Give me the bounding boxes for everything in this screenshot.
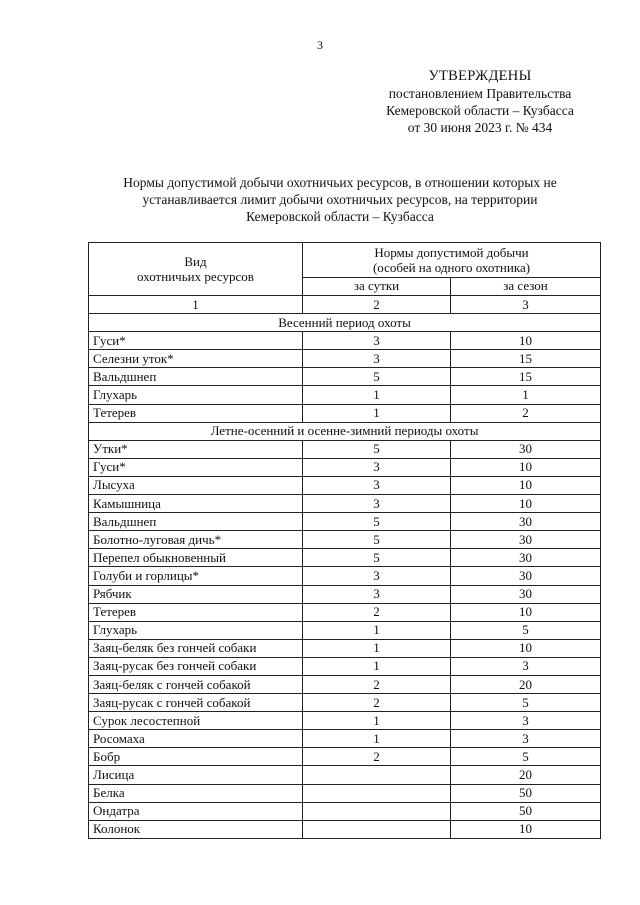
species-cell: Колонок — [89, 820, 303, 838]
per-day-cell: 3 — [303, 458, 451, 476]
table-row — [89, 531, 601, 549]
table-row — [89, 748, 601, 766]
species-cell: Рябчик — [89, 585, 303, 603]
per-season-cell: 20 — [451, 675, 601, 693]
per-season-cell: 30 — [451, 585, 601, 603]
species-cell: Заяц-русак без гончей собаки — [89, 657, 303, 675]
table-row — [89, 694, 601, 712]
per-season-cell: 10 — [451, 476, 601, 494]
table-row — [89, 766, 601, 784]
per-day-cell: 3 — [303, 350, 451, 368]
species-cell: Гуси* — [89, 458, 303, 476]
column-numbers-row — [89, 296, 601, 314]
per-day-cell: 3 — [303, 495, 451, 513]
species-cell: Тетерев — [89, 404, 303, 422]
header-species-line1: Вид — [184, 254, 207, 269]
per-day-cell: 5 — [303, 368, 451, 386]
approval-heading: УТВЕРЖДЕНЫ — [428, 68, 532, 84]
table-row — [89, 495, 601, 513]
table-row — [89, 712, 601, 730]
table-row — [89, 820, 601, 838]
per-season-cell: 15 — [451, 350, 601, 368]
title-line: Кемеровской области – Кузбасса — [246, 209, 434, 224]
per-season-cell: 3 — [451, 712, 601, 730]
per-season-cell: 30 — [451, 513, 601, 531]
per-day-cell: 5 — [303, 513, 451, 531]
section-row-spring — [89, 314, 601, 332]
per-season-cell: 10 — [451, 458, 601, 476]
title-line: устанавливается лимит добычи охотничьих ресурсов, на территории — [142, 192, 538, 207]
species-cell: Лисица — [89, 766, 303, 784]
per-day-cell — [303, 784, 451, 802]
column-number: 3 — [451, 296, 601, 314]
per-day-cell: 1 — [303, 657, 451, 675]
per-season-cell: 10 — [451, 603, 601, 621]
table-row — [89, 513, 601, 531]
per-day-cell: 1 — [303, 712, 451, 730]
per-season-cell: 3 — [451, 657, 601, 675]
page-number: 3 — [317, 38, 323, 52]
species-cell: Заяц-беляк с гончей собакой — [89, 675, 303, 693]
species-cell: Глухарь — [89, 621, 303, 639]
per-season-cell: 30 — [451, 531, 601, 549]
per-day-cell: 2 — [303, 603, 451, 621]
per-season-cell: 30 — [451, 549, 601, 567]
approval-block — [330, 68, 630, 136]
header-norms-line2: (особей на одного охотника) — [372, 259, 531, 275]
column-number: 2 — [303, 296, 451, 314]
species-cell: Глухарь — [89, 386, 303, 404]
table-row — [89, 657, 601, 675]
species-cell: Росомаха — [89, 730, 303, 748]
per-season-cell: 5 — [451, 748, 601, 766]
table-row — [89, 332, 601, 350]
header-species — [89, 243, 303, 296]
per-season-cell: 10 — [451, 332, 601, 350]
table-row — [89, 585, 601, 603]
species-cell: Камышница — [89, 495, 303, 513]
per-season-cell: 2 — [451, 404, 601, 422]
species-cell: Вальдшнеп — [89, 513, 303, 531]
per-day-cell: 2 — [303, 675, 451, 693]
document-title — [80, 174, 600, 225]
per-day-cell: 1 — [303, 730, 451, 748]
table-row — [89, 476, 601, 494]
per-day-cell — [303, 802, 451, 820]
species-cell: Перепел обыкновенный — [89, 549, 303, 567]
table-row — [89, 675, 601, 693]
species-cell: Сурок лесостепной — [89, 712, 303, 730]
per-season-cell: 30 — [451, 567, 601, 585]
per-day-cell: 3 — [303, 476, 451, 494]
species-cell: Болотно-луговая дичь* — [89, 531, 303, 549]
per-day-cell: 1 — [303, 621, 451, 639]
per-season-cell: 15 — [451, 368, 601, 386]
table-row — [89, 802, 601, 820]
header-per-season: за сезон — [451, 277, 601, 295]
species-cell: Лысуха — [89, 476, 303, 494]
per-day-cell: 1 — [303, 386, 451, 404]
header-per-day: за сутки — [303, 277, 451, 295]
header-row — [89, 243, 601, 278]
table-row — [89, 458, 601, 476]
per-day-cell: 5 — [303, 531, 451, 549]
species-cell: Бобр — [89, 748, 303, 766]
table-row — [89, 404, 601, 422]
table-row — [89, 639, 601, 657]
species-cell: Заяц-беляк без гончей собаки — [89, 639, 303, 657]
per-day-cell: 3 — [303, 332, 451, 350]
species-cell: Белка — [89, 784, 303, 802]
header-norms-group — [303, 243, 601, 278]
per-season-cell: 10 — [451, 495, 601, 513]
table-row — [89, 730, 601, 748]
per-season-cell: 5 — [451, 694, 601, 712]
norms-table — [88, 242, 601, 839]
species-cell: Тетерев — [89, 603, 303, 621]
species-cell: Заяц-русак с гончей собакой — [89, 694, 303, 712]
species-cell: Гуси* — [89, 332, 303, 350]
per-season-cell: 20 — [451, 766, 601, 784]
per-day-cell — [303, 766, 451, 784]
table-row — [89, 440, 601, 458]
per-season-cell: 10 — [451, 820, 601, 838]
per-day-cell: 2 — [303, 748, 451, 766]
table-row — [89, 549, 601, 567]
species-cell: Ондатра — [89, 802, 303, 820]
per-season-cell: 50 — [451, 802, 601, 820]
species-cell: Селезни уток* — [89, 350, 303, 368]
section-title: Летне-осенний и осенне-зимний периоды охоты — [89, 422, 601, 440]
per-day-cell: 2 — [303, 694, 451, 712]
per-season-cell: 30 — [451, 440, 601, 458]
table-row — [89, 350, 601, 368]
approval-date: от 30 июня 2023 г. № 434 — [407, 120, 553, 135]
per-season-cell: 5 — [451, 621, 601, 639]
per-season-cell: 1 — [451, 386, 601, 404]
species-cell: Вальдшнеп — [89, 368, 303, 386]
per-season-cell: 50 — [451, 784, 601, 802]
table-row — [89, 603, 601, 621]
title-line: Нормы допустимой добычи охотничьих ресурсов, в отношении которых не — [123, 175, 557, 190]
approval-line: Кемеровской области – Кузбасса — [386, 103, 574, 118]
header-species-line2: охотничьих ресурсов — [137, 269, 254, 284]
header-norms-line1: Нормы допустимой добычи — [374, 244, 529, 260]
species-cell: Голуби и горлицы* — [89, 567, 303, 585]
section-row-summer-autumn — [89, 422, 601, 440]
per-day-cell: 5 — [303, 549, 451, 567]
table-row — [89, 784, 601, 802]
per-day-cell: 3 — [303, 585, 451, 603]
per-day-cell: 1 — [303, 404, 451, 422]
table-row — [89, 621, 601, 639]
per-day-cell: 1 — [303, 639, 451, 657]
table-row — [89, 368, 601, 386]
per-season-cell: 10 — [451, 639, 601, 657]
column-number: 1 — [89, 296, 303, 314]
species-cell: Утки* — [89, 440, 303, 458]
section-title: Весенний период охоты — [89, 314, 601, 332]
table-row — [89, 386, 601, 404]
per-day-cell: 3 — [303, 567, 451, 585]
per-day-cell — [303, 820, 451, 838]
per-season-cell: 3 — [451, 730, 601, 748]
per-day-cell: 5 — [303, 440, 451, 458]
table-row — [89, 567, 601, 585]
approval-line: постановлением Правительства — [388, 86, 572, 101]
